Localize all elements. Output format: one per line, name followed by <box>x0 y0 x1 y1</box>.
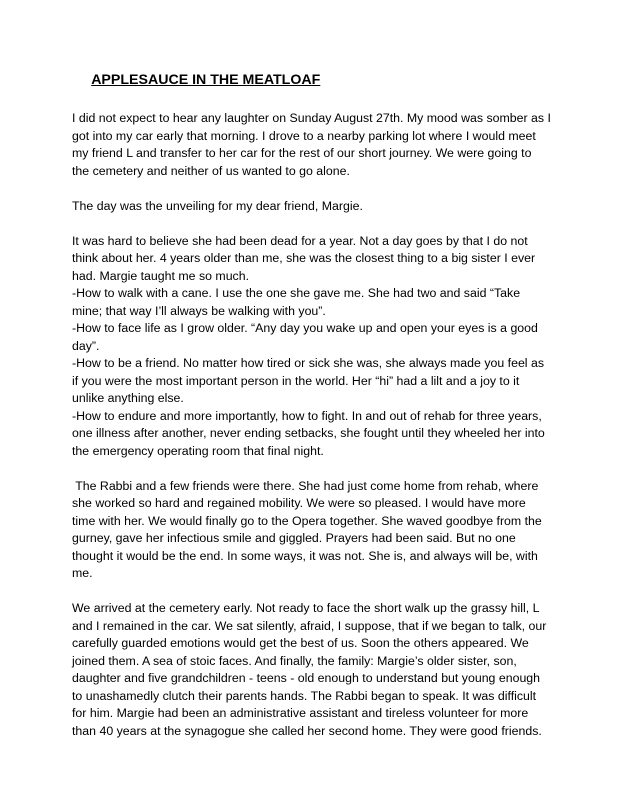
text-line: the cemetery and neither of us wanted to go alone. <box>72 163 350 178</box>
text-line: than 40 years at the synagogue she called her second home. They were good friends. <box>72 723 542 738</box>
text-line: -How to endure and more importantly, how to fight. In and out of rehab for three years, <box>72 408 542 423</box>
text-line: day”. <box>72 338 100 353</box>
text-line: the emergency operating room that final night. <box>72 443 324 458</box>
text-line: gurney, gave her infectious smile and giggled. Prayers had been said. But no one <box>72 531 516 545</box>
text-line: thought it would be the end. In some ways, it was not. She is, and always will be, with <box>72 548 538 563</box>
text-line: The Rabbi and a few friends were there. She had just come home from rehab, where <box>72 478 539 493</box>
text-line: for him. Margie had been an administrative assistant and tireless volunteer for more <box>72 706 529 720</box>
title-indent <box>72 72 91 88</box>
text-line: It was hard to believe she had been dead for a year. Not a day goes by that I do not <box>72 233 528 248</box>
text-line: carefully guarded emotions would get the best of us. Soon the others appeared. We <box>72 636 529 650</box>
title-text: APPLESAUCE IN THE MEATLOAF <box>91 72 321 88</box>
text-line: mine; that way I’ll always be walking with you”. <box>72 303 326 318</box>
text-line: unlike anything else. <box>72 391 184 405</box>
text-line: one illness after another, never ending setbacks, she fought until they wheeled her into <box>72 426 545 440</box>
paragraph <box>72 478 556 583</box>
text-line: time with her. We would finally go to the Opera together. She waved goodbye from the <box>72 513 542 528</box>
paragraph <box>72 233 556 461</box>
text-line: and I remained in the car. We sat silently, afraid, I suppose, that if we began to talk, our <box>72 618 547 633</box>
text-line: think about her. 4 years older than me, she was the closest thing to a big sister I ever <box>72 251 536 265</box>
text-line: got into my car early that morning. I drove to a nearby parking lot where I would meet <box>72 128 536 143</box>
text-line: -How to be a friend. No matter how tired or sick she was, she always made you feel as <box>72 356 545 370</box>
text-line: if you were the most important person in the world. Her “hi” had a lilt and a joy to it <box>72 373 520 388</box>
text-line: daughter and five grandchildren - teens - old enough to understand but young enough <box>72 671 541 685</box>
text-line: I did not expect to hear any laughter on Sunday August 27th. My mood was somber as I <box>72 111 551 125</box>
text-line: she worked so hard and regained mobility. We were so pleased. I would have more <box>72 496 526 510</box>
document-body <box>72 110 556 740</box>
paragraph <box>72 110 556 180</box>
text-line: joined them. A sea of stoic faces. And finally, the family: Margie’s older sister, son, <box>72 653 517 668</box>
text-line: -How to face life as I grow older. “Any day you wake up and open your eyes is a good <box>72 321 538 335</box>
text-line: to unashamedly clutch their parents hands. The Rabbi began to speak. It was difficult <box>72 688 537 703</box>
text-line: We arrived at the cemetery early. Not ready to face the short walk up the grassy hill, L <box>72 601 540 615</box>
document-title <box>72 70 556 90</box>
text-line: my friend L and transfer to her car for the rest of our short journey. We were going to <box>72 146 532 160</box>
text-line: had. Margie taught me so much. <box>72 268 250 283</box>
document-page <box>72 70 556 740</box>
text-line: The day was the unveiling for my dear friend, Margie. <box>72 198 363 213</box>
text-line: -How to walk with a cane. I use the one she gave me. She had two and said “Take <box>72 286 521 300</box>
paragraph <box>72 600 556 740</box>
text-line: me. <box>72 566 93 580</box>
paragraph <box>72 198 556 216</box>
